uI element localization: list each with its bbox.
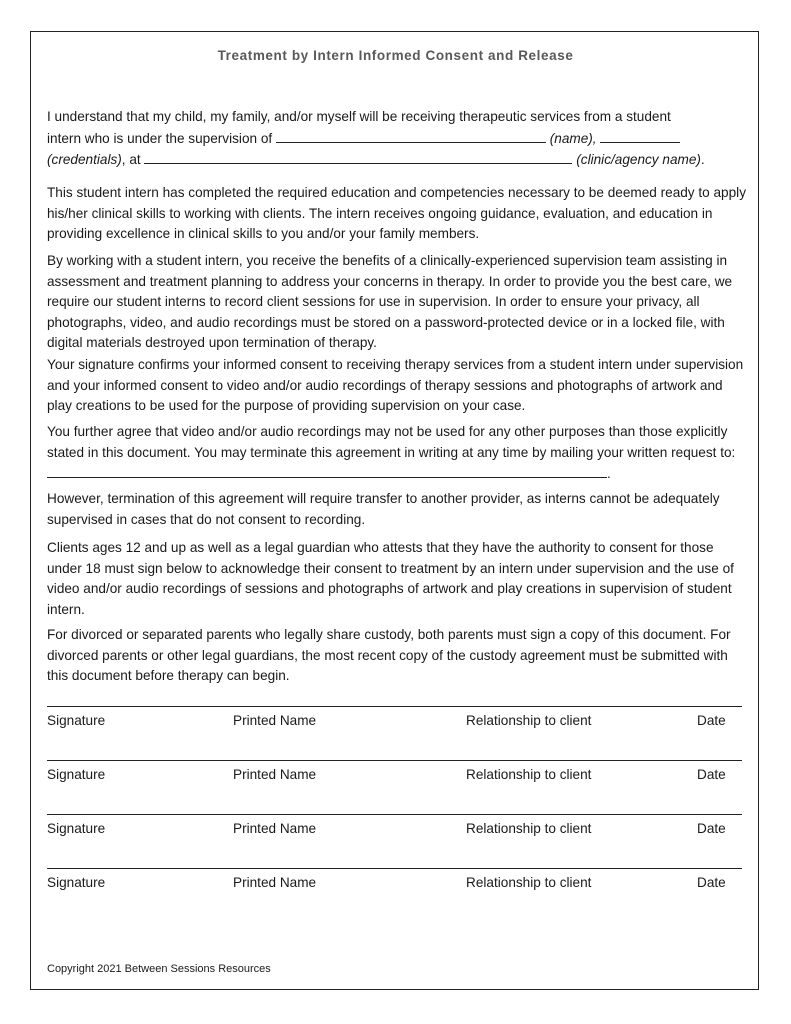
transfer-paragraph <box>47 489 747 530</box>
intro-line-2 <box>47 128 747 150</box>
relationship-label: Relationship to client <box>466 767 592 782</box>
signature-label: Signature <box>47 713 106 728</box>
copyright-notice: Copyright 2021 Between Sessions Resources <box>47 963 271 975</box>
printed-name-label: Printed Name <box>233 875 317 890</box>
date-label: Date <box>697 713 726 728</box>
credentials-label: (credentials) <box>47 152 122 167</box>
custody-paragraph <box>47 625 747 687</box>
benefits-paragraph <box>47 251 747 354</box>
education-paragraph <box>47 183 747 245</box>
supervisor-credentials-field[interactable] <box>600 128 680 143</box>
consent-paragraph <box>47 355 747 417</box>
signature-label: Signature <box>47 767 106 782</box>
intro-paragraph <box>47 106 747 171</box>
signature-label: Signature <box>47 821 106 836</box>
mailing-address-field[interactable] <box>47 463 607 478</box>
signature-line[interactable] <box>47 814 742 815</box>
paragraph-text: However, termination of this agreement will require transfer to another provider, as interns cannot be adequately supervised in cases that do not consent to recording. <box>47 491 720 527</box>
intro-end: . <box>700 152 705 167</box>
intro-supervision-text: intern who is under the supervision of <box>47 130 273 146</box>
printed-name-label: Printed Name <box>233 821 317 836</box>
termination-end: . <box>607 466 611 481</box>
name-label: (name), <box>549 130 597 146</box>
signature-label: Signature <box>47 875 106 890</box>
clinic-name-field[interactable] <box>144 149 572 164</box>
paragraph-text: Your signature confirms your informed consent to receiving therapy services from a student intern under supervision and your informed consent to video and/or audio recordings of therapy sessions and photographs of artwork and play creations to be used for the purpose of providing supervision on your case. <box>47 357 744 413</box>
termination-text: You further agree that video and/or audio recordings may not be used for any other purposes than those explicitly stated in this document. You may terminate this agreement in writing at any time by mailing your written request to: <box>47 424 736 460</box>
paragraph-text: By working with a student intern, you receive the benefits of a clinically-experienced supervision team assisting in assessment and treatment planning to address your concerns in therapy. In order to provide you the best care, we require our student interns to record client sessions for use in supervision. In order to ensure your privacy, all photographs, video, and audio recordings must be stored on a password-protected device or in a locked file, with digital materials destroyed upon termination of therapy. <box>47 253 733 350</box>
supervisor-name-field[interactable] <box>276 128 546 143</box>
termination-paragraph <box>47 422 747 485</box>
date-label: Date <box>697 767 726 782</box>
document-title: Treatment by Intern Informed Consent and Release <box>217 48 574 63</box>
intro-line-3 <box>47 149 747 171</box>
printed-name-label: Printed Name <box>233 767 317 782</box>
printed-name-label: Printed Name <box>233 713 317 728</box>
signature-line[interactable] <box>47 760 742 761</box>
clinic-label: (clinic/agency name) <box>576 152 701 167</box>
paragraph-text: This student intern has completed the required education and competencies necessary to be deemed ready to apply his/her clinical skills to working with clients. The intern receives ongoing guidance, evaluation, and education in providing excellence in clinical skills to you and/or your family members. <box>47 185 746 241</box>
at-text: , at <box>121 152 141 167</box>
age-consent-paragraph <box>47 538 747 620</box>
date-label: Date <box>697 821 726 836</box>
paragraph-text: Clients ages 12 and up as well as a legal guardian who attests that they have the authority to consent for those under 18 must sign below to acknowledge their consent to treatment by an intern under supervision and the use of video and/or audio recordings of sessions and photographs of artwork and play creations in supervision of student intern. <box>47 540 734 617</box>
relationship-label: Relationship to client <box>466 875 592 890</box>
signature-line[interactable] <box>47 706 742 707</box>
date-label: Date <box>697 875 726 890</box>
relationship-label: Relationship to client <box>466 713 592 728</box>
relationship-label: Relationship to client <box>466 821 592 836</box>
signature-line[interactable] <box>47 868 742 869</box>
paragraph-text: For divorced or separated parents who legally share custody, both parents must sign a copy of this document. For divorced parents or other legal guardians, the most recent copy of the custody agreement must be submitted with this document before therapy can begin. <box>47 627 731 683</box>
intro-line-1: I understand that my child, my family, and/or myself will be receiving therapeutic services from a student <box>47 109 671 124</box>
